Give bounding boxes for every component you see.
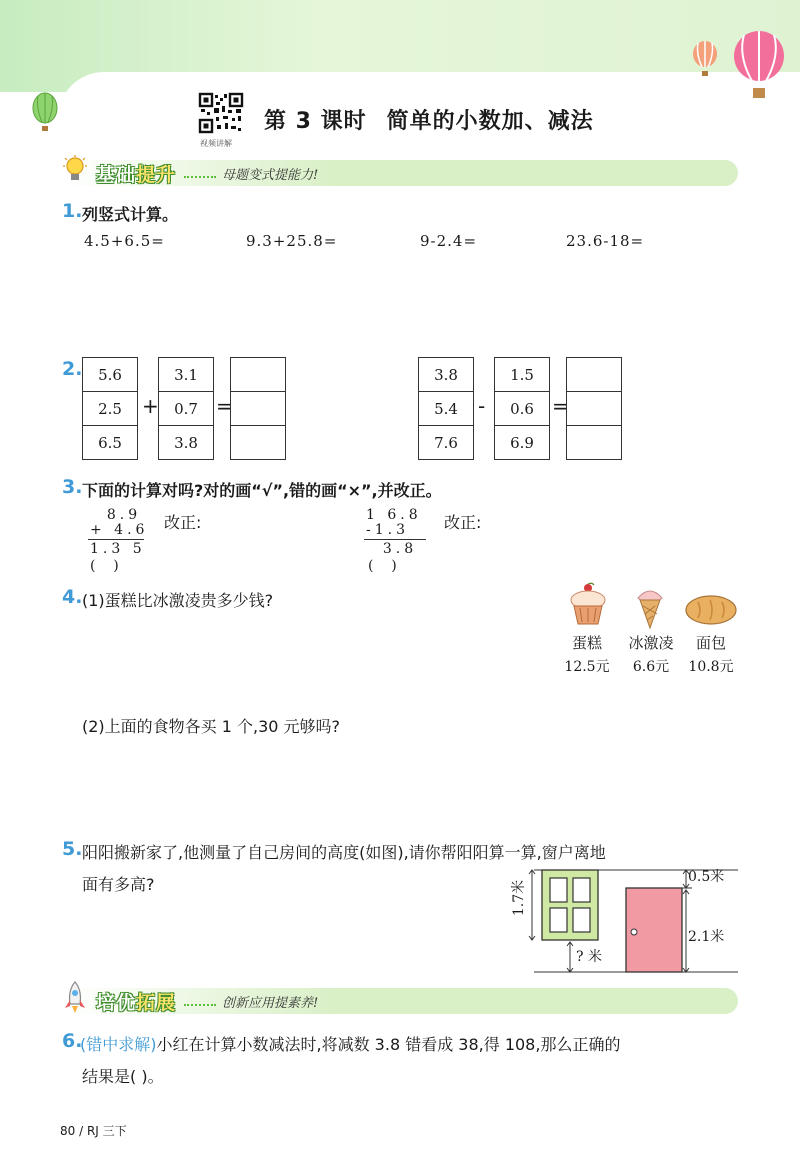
lesson-title: 简单的小数加、减法 (386, 109, 594, 134)
qr-code-icon[interactable] (198, 92, 244, 134)
balloon-icon (690, 40, 720, 80)
equals-sign: = (552, 394, 569, 418)
question-number: 5. (62, 838, 83, 860)
expression: 23.6-18= (566, 232, 645, 250)
window-height-label: 1.7米 (511, 879, 528, 917)
balloon-icon (30, 92, 60, 134)
question-number: 1. (62, 200, 83, 222)
question-part: (1)蛋糕比冰激凌贵多少钱? (82, 591, 274, 610)
section-label-advanced: 培优拓展 (96, 992, 177, 1014)
food-price: 12.5元 (564, 659, 610, 675)
lesson-number: 第 3 课时 (264, 109, 367, 134)
food-name: 面包 (695, 634, 726, 652)
section-divider (184, 1004, 216, 1006)
calc-rule (88, 539, 144, 540)
calc-rule (364, 539, 426, 540)
answer-cell[interactable] (566, 357, 622, 392)
grid-cell: 0.7 (158, 391, 214, 426)
door-height-label: 2.1米 (688, 929, 725, 945)
vertical-calc-line: 1 6.8 (366, 507, 422, 523)
qr-label: 视频讲解 (200, 139, 232, 148)
grid-cell: 3.8 (418, 357, 474, 392)
answer-cell[interactable] (230, 391, 286, 426)
grid-cell: 5.4 (418, 391, 474, 426)
vertical-calc-line: 1.3 5 (90, 541, 146, 557)
food-name: 蛋糕 (571, 634, 602, 652)
rocket-icon (62, 980, 88, 1014)
question-text: 阳阳搬新家了,他测量了自己房间的高度(如图),请你帮阳阳算一算,窗户离地 (82, 843, 606, 862)
question-part: (2)上面的食物各买 1 个,30 元够吗? (82, 717, 341, 736)
question-tag: (错中求解) (80, 1035, 157, 1054)
vertical-calc-line: + 4.6 (90, 522, 149, 538)
question-text: 下面的计算对吗?对的画“√”,错的画“×”,并改正。 (82, 481, 442, 500)
answer-cell[interactable] (566, 425, 622, 460)
grid-cell: 6.9 (494, 425, 550, 460)
grid-cell: 0.6 (494, 391, 550, 426)
question-text: 列竖式计算。 (82, 205, 179, 224)
expression: 9-2.4= (420, 232, 478, 250)
answer-cell[interactable] (566, 391, 622, 426)
food-price: 10.8元 (688, 659, 734, 675)
grid-cell: 1.5 (494, 357, 550, 392)
minus-sign: - (478, 394, 486, 418)
correction-label: 改正: (164, 513, 202, 532)
top-gap-label: 0.5米 (688, 869, 725, 885)
vertical-calc-line: -1.3 (366, 522, 409, 538)
equals-sign: = (216, 394, 233, 418)
grid-cell: 3.1 (158, 357, 214, 392)
grid-cell: 3.8 (158, 425, 214, 460)
question-number: 3. (62, 476, 83, 498)
question-number: 2. (62, 358, 83, 380)
page-footer: 80 / RJ 三下 (60, 1124, 127, 1138)
section-subtitle-basic: 母题变式提能力! (222, 168, 319, 183)
unknown-height-label: ? 米 (576, 949, 602, 965)
question-text: (错中求解)小红在计算小数减法时,将减数 3.8 错看成 38,得 108,那么正确的 (80, 1035, 621, 1054)
question-text: 结果是( )。 (82, 1067, 164, 1086)
section-divider (184, 176, 216, 178)
question-number: 6. (62, 1030, 83, 1052)
balloon-icon (730, 30, 788, 104)
question-number: 4. (62, 586, 83, 608)
answer-cell[interactable] (230, 357, 286, 392)
section-subtitle-advanced: 创新应用提素养! (222, 996, 319, 1011)
page-title (264, 104, 594, 135)
answer-cell[interactable] (230, 425, 286, 460)
question-text: 面有多高? (82, 875, 155, 894)
expression: 9.3+25.8= (246, 232, 338, 250)
correction-label: 改正: (444, 513, 482, 532)
judge-bracket[interactable]: ( ) (368, 558, 397, 574)
vertical-calc-line: 3.8 (366, 541, 418, 557)
judge-bracket[interactable]: ( ) (90, 558, 119, 574)
food-name: 冰激凌 (628, 634, 674, 652)
grid-cell: 5.6 (82, 357, 138, 392)
grid-cell: 7.6 (418, 425, 474, 460)
grid-cell: 2.5 (82, 391, 138, 426)
grid-cell: 6.5 (82, 425, 138, 460)
vertical-calc-line: 8.9 (90, 507, 142, 523)
ice-cream-icon (632, 582, 668, 630)
plus-sign: + (142, 394, 159, 418)
cake-icon (566, 582, 610, 628)
food-price: 6.6元 (632, 659, 670, 675)
bread-icon (684, 594, 738, 626)
expression: 4.5+6.5= (84, 232, 165, 250)
lightbulb-icon (62, 154, 88, 186)
section-label-basic: 基础提升 (96, 164, 177, 186)
